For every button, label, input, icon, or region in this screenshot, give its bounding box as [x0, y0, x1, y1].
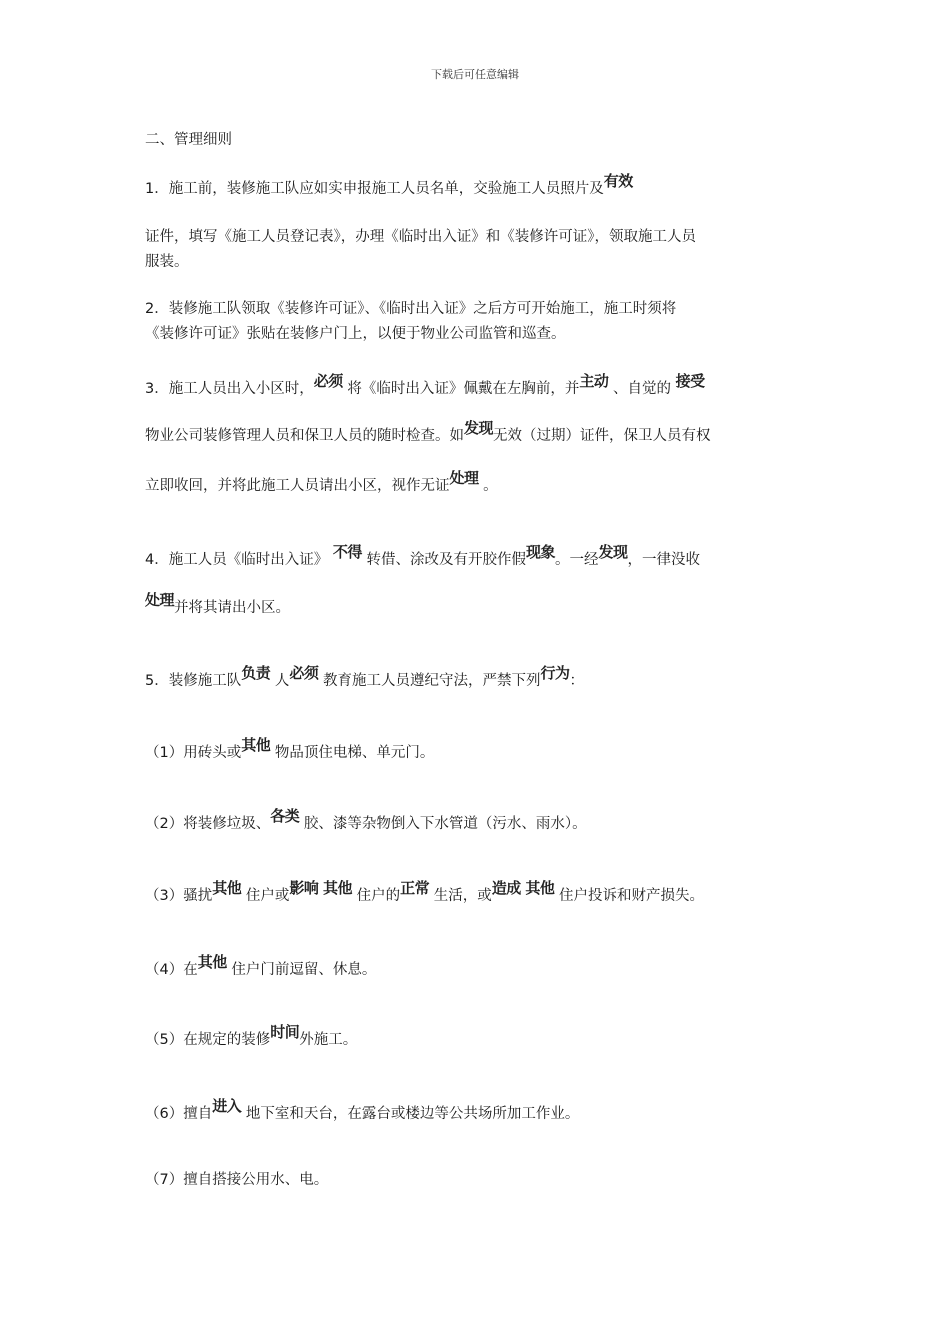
subitem-6: [145, 1097, 580, 1123]
text: 地下室和天台，在露台或楼边等公共场所加工作业。: [245, 1106, 580, 1122]
text: （2）将装修垃圾、: [145, 816, 271, 832]
text: 胶、漆等杂物倒入下水管道（污水、雨水）。: [303, 816, 587, 832]
text: 生活，或: [433, 888, 492, 904]
highlight-word: 发现: [464, 419, 494, 437]
subitem-2: [145, 807, 587, 833]
text: 5．装修施工队: [145, 673, 242, 689]
text: 住户门前逗留、休息。: [231, 962, 377, 978]
item-2-line-1: 2．装修施工队领取《装修许可证》、《临时出入证》之后方可开始施工，施工时须将: [145, 301, 677, 317]
highlight-word: 影响: [289, 879, 319, 897]
text: 转借、涂改及有开胶作假: [366, 552, 526, 568]
item-1-line-1: [145, 172, 633, 198]
subitem-5: [145, 1023, 358, 1049]
item-3-line-2: [145, 419, 711, 445]
text: 3．施工人员出入小区时，: [145, 381, 314, 397]
highlight-word: 不得: [332, 543, 362, 561]
highlight-word: 各类: [270, 807, 300, 825]
section-heading: 二、管理细则: [145, 132, 232, 148]
text: 住户或: [245, 888, 290, 904]
text: （6）擅自: [145, 1106, 213, 1122]
text: ：: [569, 673, 584, 689]
text: 4．施工人员《临时出入证》: [145, 552, 329, 568]
text: 住户的: [356, 888, 401, 904]
text: 。一经: [554, 552, 599, 568]
text: 立即收回，并将此施工人员请出小区，视作无证: [145, 478, 450, 494]
highlight-word: 其他: [525, 879, 555, 897]
subitem-3: [145, 879, 704, 905]
text: 、自觉的: [612, 381, 671, 397]
highlight-word: 必须: [289, 664, 319, 682]
highlight-word: 其他: [241, 736, 271, 754]
text: （4）在: [145, 962, 198, 978]
text: 住户投诉和财产损失。: [558, 888, 704, 904]
highlight-word: 其他: [197, 953, 227, 971]
highlight-word: 处理: [449, 469, 479, 487]
subitem-7: （7）擅自搭接公用水、电。: [145, 1172, 329, 1188]
highlight-word: 负责: [241, 664, 271, 682]
item-4-line-2: [145, 591, 291, 617]
subitem-1: [145, 736, 435, 762]
text: 。: [483, 478, 498, 494]
item-5-line-1: [145, 664, 584, 690]
highlight-word: 其他: [322, 879, 352, 897]
highlight-word: 正常: [400, 879, 430, 897]
text: 将《临时出入证》佩戴在左胸前，并: [347, 381, 580, 397]
highlight-word: 进入: [212, 1097, 242, 1115]
text: 人: [274, 673, 290, 689]
item-1-line-3: 服装。: [145, 254, 189, 270]
text: （5）在规定的装修: [145, 1032, 271, 1048]
item-2-line-2: 《装修许可证》张贴在装修户门上，以便于物业公司监管和巡查。: [145, 326, 566, 342]
highlight-word: 时间: [270, 1023, 300, 1041]
highlight-word: 接受: [675, 372, 705, 390]
text: 无效（过期）证件，保卫人员有权: [493, 428, 711, 444]
highlight-word: 发现: [598, 543, 628, 561]
highlight-word: 处理: [145, 591, 175, 609]
highlight-word: 有效: [603, 172, 633, 190]
subitem-4: [145, 953, 377, 979]
highlight-word: 造成: [491, 879, 521, 897]
highlight-word: 现象: [525, 543, 555, 561]
item-3-line-3: [145, 469, 498, 495]
item-4-line-1: [145, 543, 700, 569]
highlight-word: 主动: [579, 372, 609, 390]
text: 外施工。: [299, 1032, 358, 1048]
highlight-word: 行为: [540, 664, 570, 682]
highlight-word: 其他: [212, 879, 242, 897]
text: 教育施工人员遵纪守法，严禁下列: [322, 673, 541, 689]
text: ，一律没收: [627, 552, 700, 568]
text: 物业公司装修管理人员和保卫人员的随时检查。如: [145, 428, 464, 444]
item-3-line-1: [145, 372, 705, 398]
text: 并将其请出小区。: [174, 600, 291, 616]
text: （1）用砖头或: [145, 745, 242, 761]
download-note: 下载后可任意编辑: [431, 68, 519, 81]
highlight-word: 必须: [313, 372, 343, 390]
text: 1．施工前，装修施工队应如实申报施工人员名单，交验施工人员照片及: [145, 181, 604, 197]
text: 物品顶住电梯、单元门。: [274, 745, 435, 761]
text: （3）骚扰: [145, 888, 213, 904]
item-1-line-2: 证件，填写《施工人员登记表》，办理《临时出入证》和《装修许可证》，领取施工人员: [145, 229, 696, 245]
